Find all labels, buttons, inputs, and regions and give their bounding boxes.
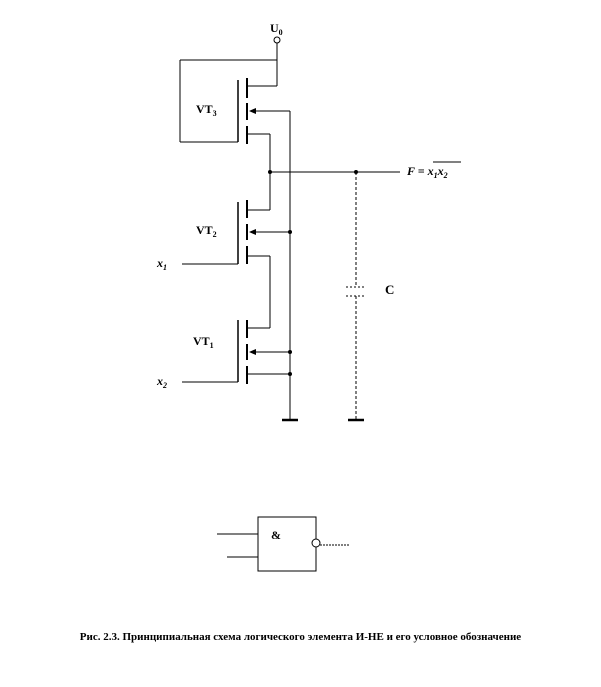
input-x1-subscript: 1 — [163, 263, 167, 272]
svg-text:VT1 — [193, 334, 214, 350]
capacitor-c — [346, 172, 394, 420]
vt1-subscript: 1 — [209, 341, 214, 350]
svg-text:x1 — [156, 256, 167, 272]
input-x2 — [156, 374, 238, 390]
nand-gate-symbol — [217, 517, 350, 571]
input-x2-label: x — [157, 374, 163, 388]
output-formula-sub2: 2 — [443, 171, 448, 180]
capacitor-label: C — [385, 282, 395, 297]
supply-label: U — [270, 21, 279, 35]
vt1-label: VT — [193, 334, 210, 348]
output-formula-x1: x — [427, 164, 434, 178]
gate-ampersand: & — [271, 528, 281, 542]
input-x1 — [156, 256, 238, 272]
output-formula-prefix: F = — [407, 164, 428, 178]
svg-text:F = x1x2 — [406, 164, 448, 180]
vt3-label: VT — [196, 102, 213, 116]
supply-terminal — [270, 21, 283, 60]
figure-caption: Рис. 2.3. Принципиальная схема логического элемента И-НЕ и его условное обозначение — [79, 631, 522, 643]
svg-text:VT3 — [196, 102, 217, 118]
svg-text:VT2 — [196, 223, 217, 239]
transistor-vt3 — [180, 60, 290, 172]
vt2-subscript: 2 — [212, 230, 217, 239]
svg-text:U0 — [270, 21, 283, 37]
svg-text:x2 — [156, 374, 167, 390]
vt2-label: VT — [196, 223, 213, 237]
transistor-vt1 — [193, 320, 292, 384]
output-formula-sub1: 1 — [433, 171, 438, 180]
supply-subscript: 0 — [278, 28, 283, 37]
input-x1-label: x — [157, 256, 163, 270]
output-formula-x2: x — [437, 164, 444, 178]
transistor-vt2 — [196, 172, 292, 328]
input-x2-subscript: 2 — [163, 381, 167, 390]
vt3-subscript: 3 — [212, 109, 217, 118]
output-node — [268, 162, 461, 180]
